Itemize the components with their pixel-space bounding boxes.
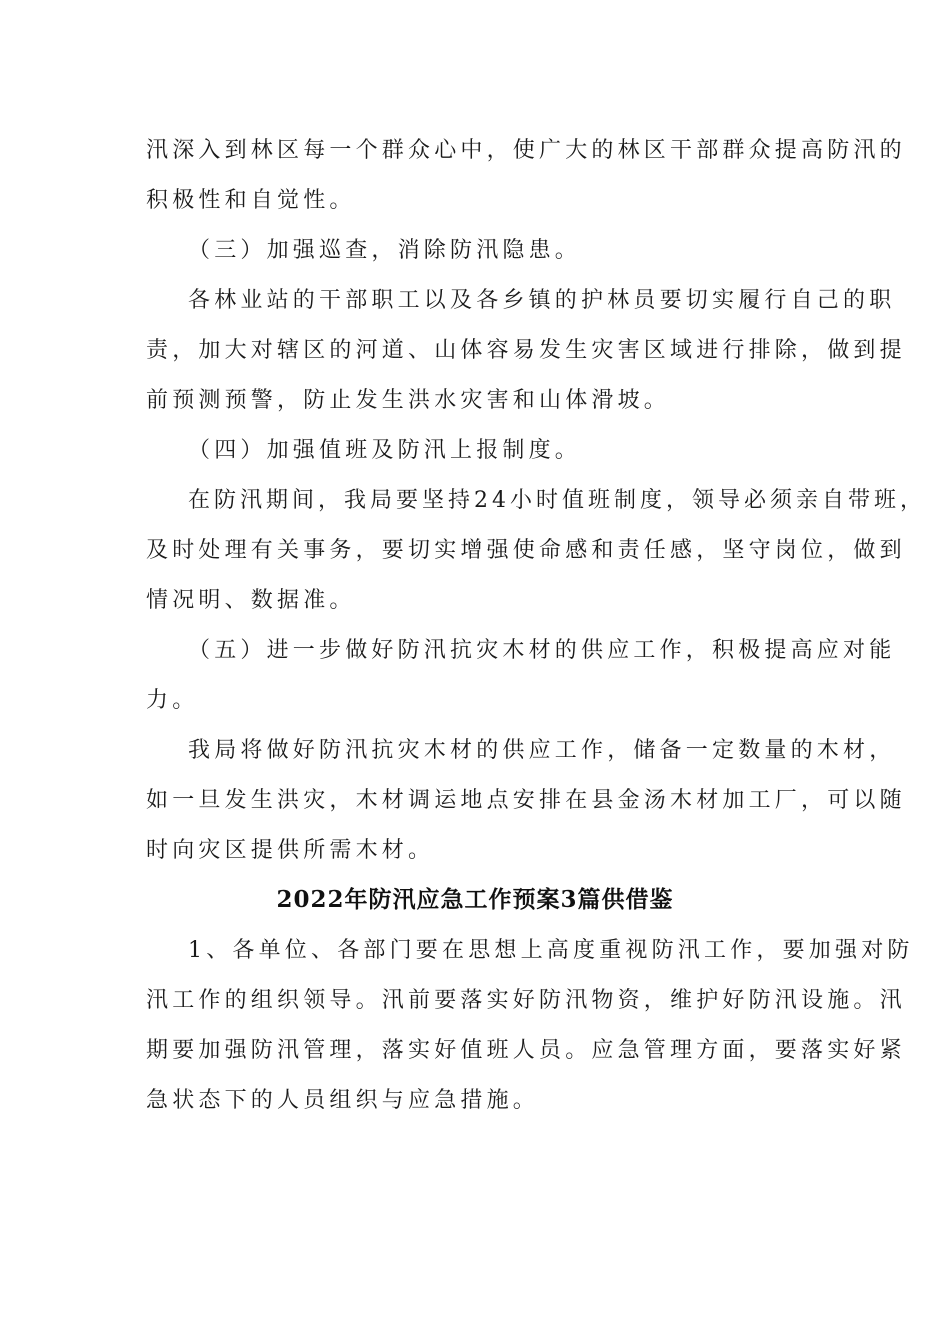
paragraph-line: 情况明、数据准。 bbox=[146, 588, 356, 613]
paragraph-line: 1、各单位、各部门要在思想上高度重视防汛工作，要加强对防 bbox=[188, 938, 914, 963]
paragraph-line: 汛工作的组织领导。汛前要落实好防汛物资，维护好防汛设施。汛 bbox=[146, 988, 906, 1013]
section-title: 2022年防汛应急工作预案3篇供借鉴 bbox=[276, 886, 674, 913]
paragraph-line: 我局将做好防汛抗灾木材的供应工作，储备一定数量的木材， bbox=[188, 738, 896, 763]
paragraph-line: 各林业站的干部职工以及各乡镇的护林员要切实履行自己的职 bbox=[188, 288, 896, 313]
paragraph-line: 时向灾区提供所需木材。 bbox=[146, 838, 435, 863]
paragraph-line: 前预测预警，防止发生洪水灾害和山体滑坡。 bbox=[146, 388, 671, 413]
paragraph-line: 积极性和自觉性。 bbox=[146, 188, 356, 213]
paragraph-line: 汛深入到林区每一个群众心中，使广大的林区干部群众提高防汛的 bbox=[146, 138, 906, 163]
subheading: （四）加强值班及防汛上报制度。 bbox=[188, 438, 582, 463]
paragraph-line: 急状态下的人员组织与应急措施。 bbox=[146, 1088, 540, 1113]
paragraph-line: 力。 bbox=[146, 688, 199, 713]
paragraph-line: 如一旦发生洪灾，木材调运地点安排在县金汤木材加工厂，可以随 bbox=[146, 788, 906, 813]
subheading: （五）进一步做好防汛抗灾木材的供应工作，积极提高应对能 bbox=[188, 638, 896, 663]
paragraph-line: 责，加大对辖区的河道、山体容易发生灾害区域进行排除，做到提 bbox=[146, 338, 906, 363]
subheading: （三）加强巡查，消除防汛隐患。 bbox=[188, 238, 582, 263]
paragraph-line: 及时处理有关事务，要切实增强使命感和责任感，坚守岗位，做到 bbox=[146, 538, 906, 563]
paragraph-line: 在防汛期间，我局要坚持24小时值班制度，领导必须亲自带班， bbox=[188, 488, 926, 513]
paragraph-line: 期要加强防汛管理，落实好值班人员。应急管理方面，要落实好紧 bbox=[146, 1038, 906, 1063]
